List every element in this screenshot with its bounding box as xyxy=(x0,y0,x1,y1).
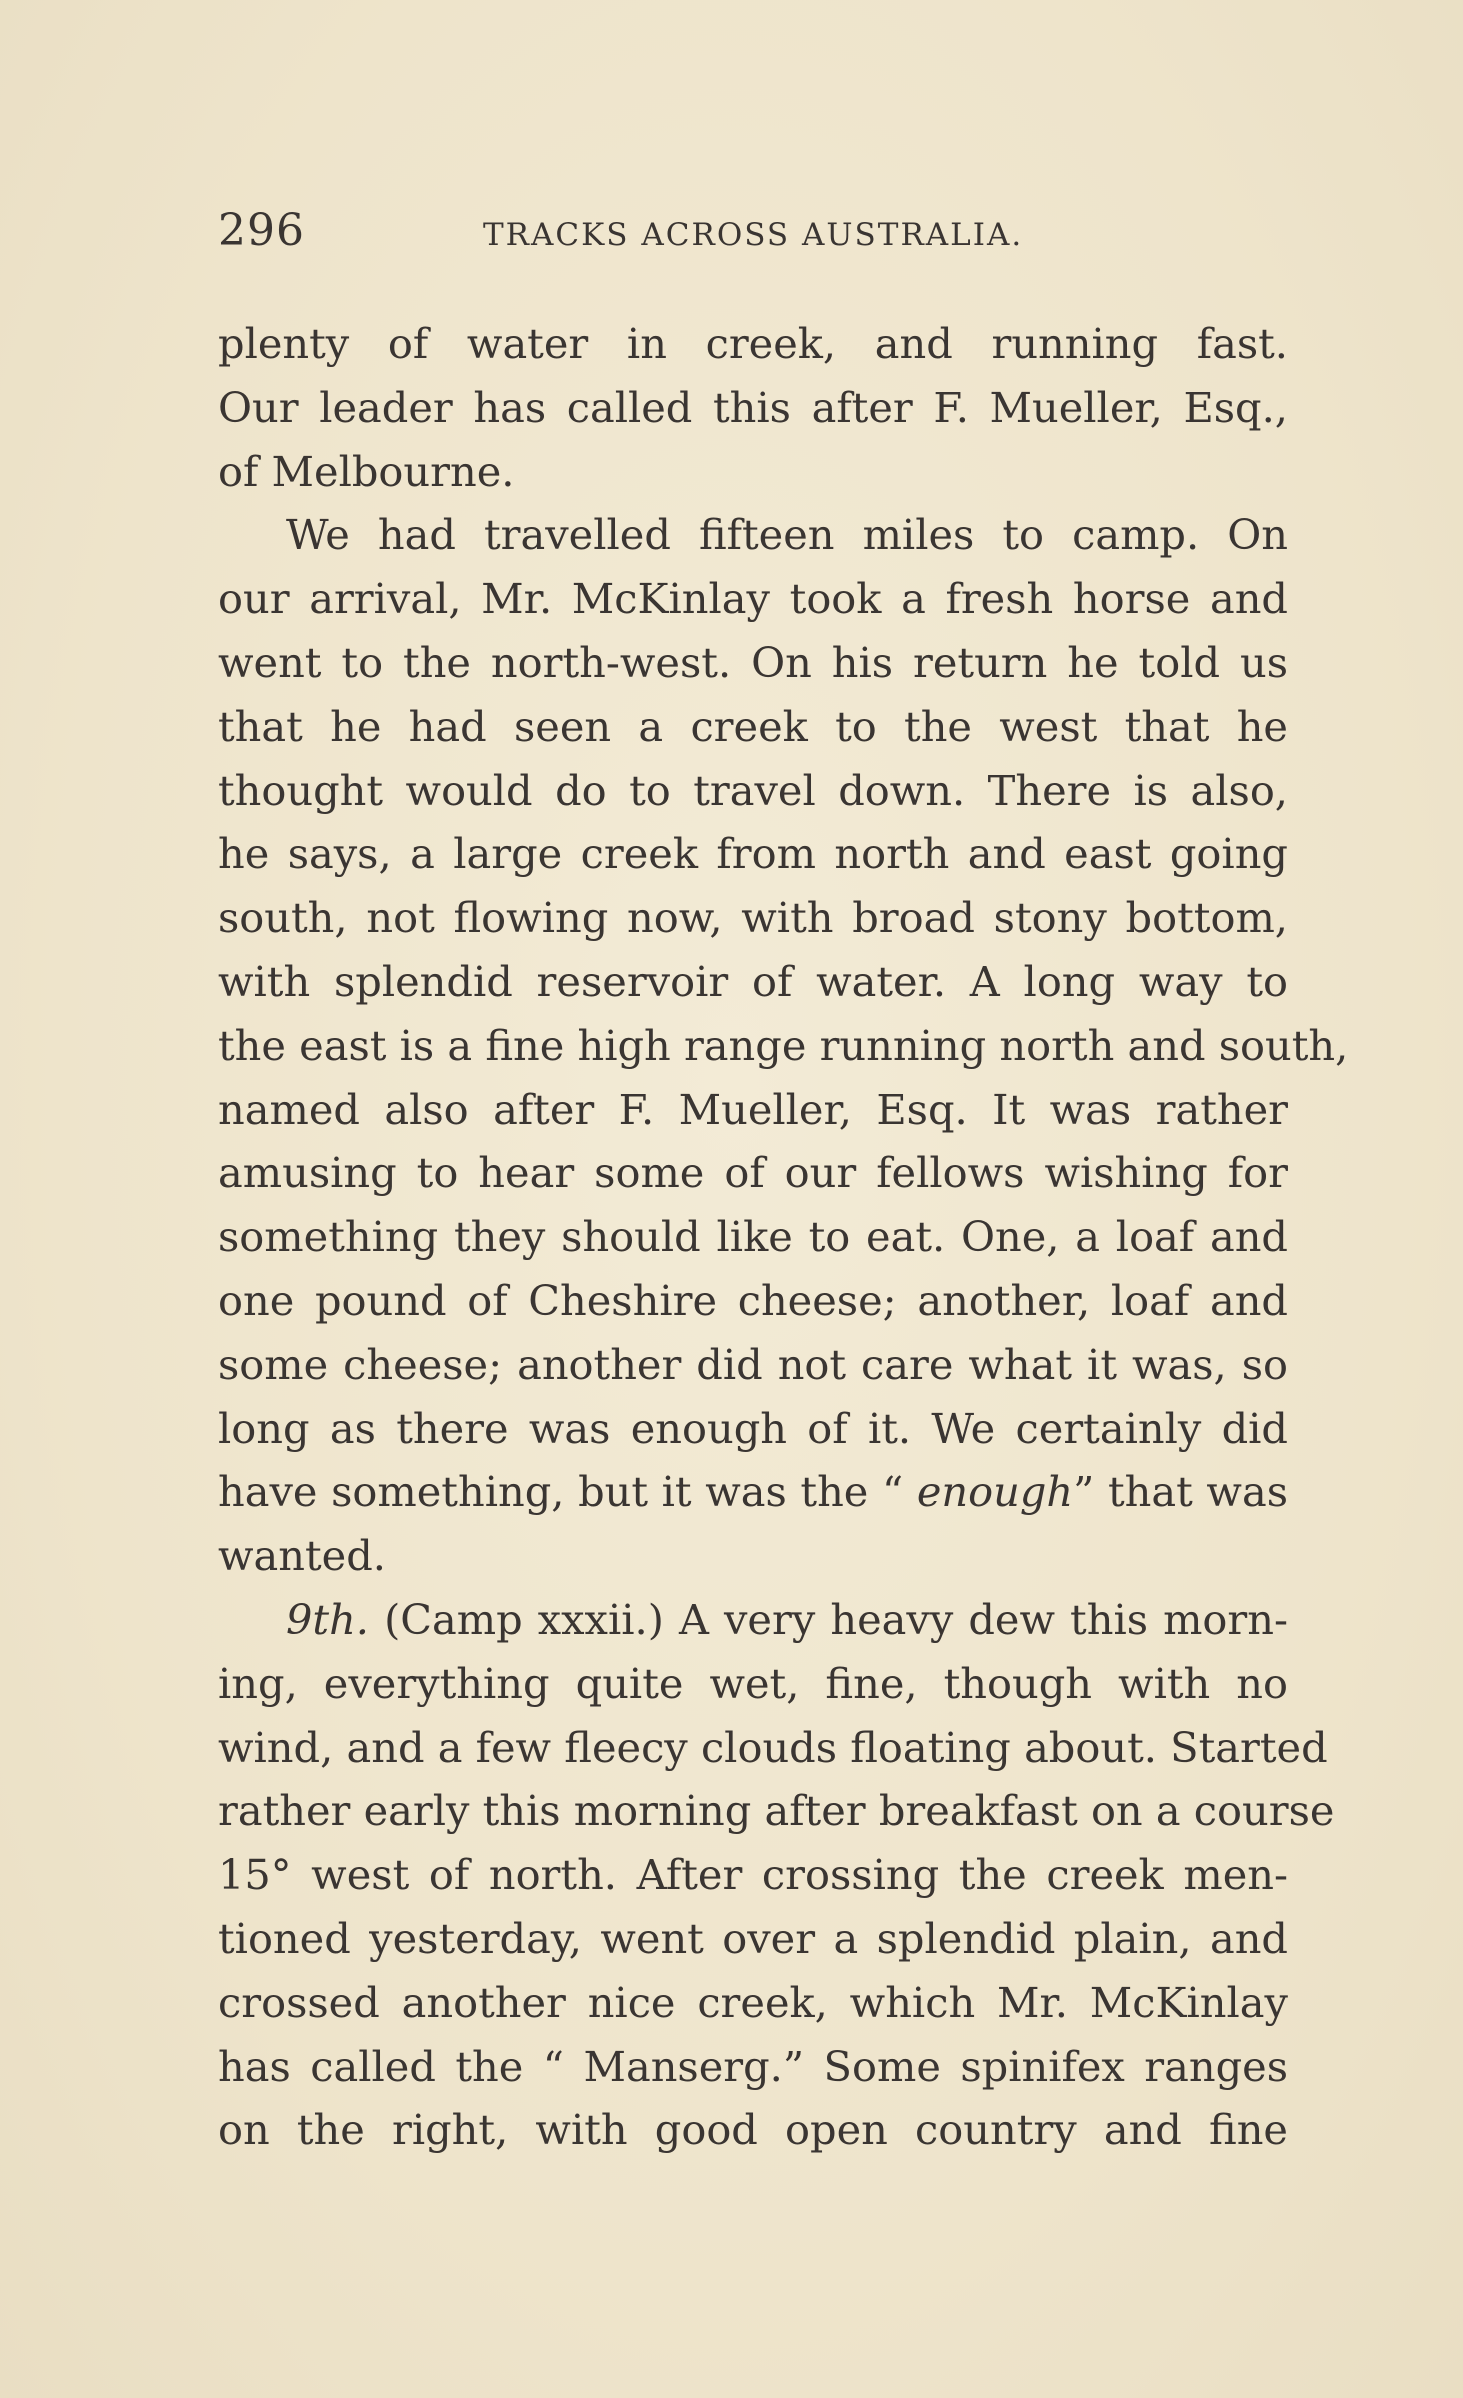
text-line: the east is a fine high range running north and south, xyxy=(218,1020,1349,1070)
text-line: ing, everything quite wet, fine, though with no xyxy=(218,1658,1288,1708)
text-line: have something, but it was the “ enough” that was xyxy=(218,1467,1288,1517)
text-line: with splendid reservoir of water. A long way to xyxy=(218,956,1288,1006)
text-line: wanted. xyxy=(218,1531,386,1581)
italic-word: enough xyxy=(916,1467,1074,1517)
text-line: one pound of Cheshire cheese; another, loaf and xyxy=(218,1275,1288,1325)
text-line: thought would do to travel down. There is also, xyxy=(218,765,1288,815)
text-line: wind, and a few fleecy clouds floating about. Started xyxy=(218,1722,1328,1772)
text-line: has called the “ Manserg.” Some spinifex ranges xyxy=(218,2041,1288,2091)
text-line: went to the north-west. On his return he told us xyxy=(218,637,1288,687)
text-line: he says, a large creek from north and east going xyxy=(218,829,1288,879)
text-line: plenty of water in creek, and running fast. xyxy=(218,319,1288,368)
text-line: rather early this morning after breakfast on a course xyxy=(218,1786,1335,1836)
text-fragment: that was xyxy=(1107,1467,1288,1517)
page-number: 296 xyxy=(218,205,305,256)
text-line: named also after F. Mueller, Esq. It was rather xyxy=(218,1084,1288,1134)
text-fragment: have something, but it was the xyxy=(218,1467,869,1517)
text-line: that he had seen a creek to the west that he xyxy=(218,701,1288,751)
text-line: of Melbourne. xyxy=(218,446,515,496)
running-title: TRACKS ACROSS AUSTRALIA. xyxy=(483,217,1024,253)
text-line: amusing to hear some of our fellows wishing for xyxy=(218,1148,1288,1198)
text-line: something they should like to eat. One, a loaf and xyxy=(218,1212,1288,1262)
text-line: Our leader has called this after F. Mueller, Esq., xyxy=(218,382,1288,432)
text-line: our arrival, Mr. McKinlay took a fresh horse and xyxy=(218,574,1288,624)
text-line: crossed another nice creek, which Mr. McKinlay xyxy=(218,1977,1288,2027)
text-line xyxy=(218,1588,1288,1652)
text-line: tioned yesterday, went over a splendid plain, and xyxy=(218,1913,1288,1963)
text-line: We had travelled fifteen miles to camp. On xyxy=(286,510,1288,560)
text-fragment: (Camp xxxii.) A very heavy dew this morn- xyxy=(384,1594,1289,1644)
body-text xyxy=(218,312,1349,2162)
date-label: 9th. xyxy=(286,1594,369,1644)
running-head xyxy=(218,205,1288,265)
text-line: south, not flowing now, with broad stony bottom, xyxy=(218,893,1288,943)
text-line: 15° west of north. After crossing the creek men- xyxy=(218,1850,1288,1900)
text-line: on the right, with good open country and fine xyxy=(218,2105,1288,2155)
text-line: some cheese; another did not care what it was, so xyxy=(218,1339,1288,1389)
text-line: long as there was enough of it. We certainly did xyxy=(218,1403,1288,1453)
